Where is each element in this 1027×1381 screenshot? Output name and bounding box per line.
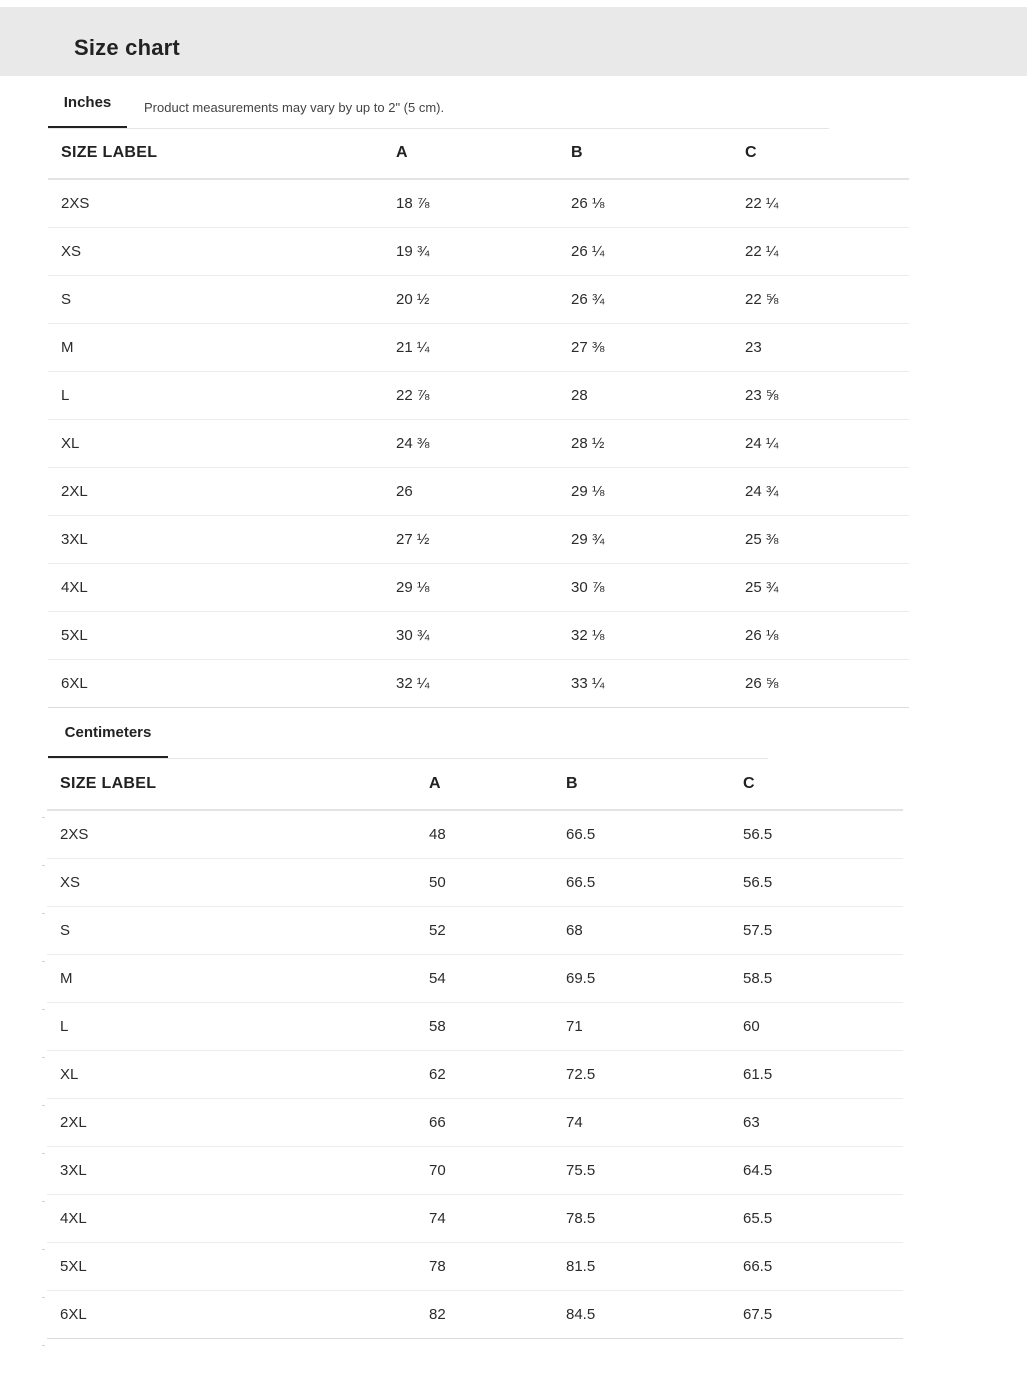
size-label-cell: S (48, 275, 383, 323)
measurement-cell: 23 (732, 323, 909, 371)
measurement-cell: 58 (416, 1002, 553, 1050)
measurement-cell: 22 ¼ (732, 179, 909, 227)
row-tick (42, 1201, 45, 1202)
size-label-cell: 4XL (48, 563, 383, 611)
row-tick (42, 1153, 45, 1154)
row-tick (42, 1297, 45, 1298)
measurement-cell: 19 ¾ (383, 227, 558, 275)
measurement-cell: 66.5 (553, 810, 730, 858)
measurement-cell: 28 ½ (558, 419, 732, 467)
measurement-cell: 26 ⅛ (558, 179, 732, 227)
measurement-cell: 66 (416, 1098, 553, 1146)
measurement-cell: 78 (416, 1242, 553, 1290)
table-row (48, 659, 909, 707)
row-tick (42, 1249, 45, 1250)
tab-inches[interactable]: Inches (48, 78, 127, 128)
measurement-cell: 24 ¾ (732, 467, 909, 515)
measurement-cell: 21 ¼ (383, 323, 558, 371)
measurement-cell: 67.5 (730, 1290, 903, 1338)
size-label-cell: 6XL (47, 1290, 416, 1338)
size-label-cell: 6XL (48, 659, 383, 707)
measurement-cell: 48 (416, 810, 553, 858)
measurement-cell: 24 ⅜ (383, 419, 558, 467)
column-header: B (558, 128, 732, 179)
size-label-cell: M (47, 954, 416, 1002)
measurement-cell: 72.5 (553, 1050, 730, 1098)
measurement-cell: 26 ⅝ (732, 659, 909, 707)
size-label-cell: M (48, 323, 383, 371)
tab-centimeters[interactable]: Centimeters (48, 708, 168, 758)
measurement-cell: 74 (553, 1098, 730, 1146)
table-row (48, 467, 909, 515)
size-label-cell: 5XL (47, 1242, 416, 1290)
size-label-cell: XS (48, 227, 383, 275)
measurement-cell: 54 (416, 954, 553, 1002)
table-row (48, 371, 909, 419)
inches-tabbar (48, 78, 829, 129)
measurement-cell: 50 (416, 858, 553, 906)
measurement-cell: 57.5 (730, 906, 903, 954)
measurement-cell: 27 ½ (383, 515, 558, 563)
table-row (47, 906, 903, 954)
measurement-cell: 74 (416, 1194, 553, 1242)
table-row (48, 563, 909, 611)
size-label-cell: XL (48, 419, 383, 467)
table-row (48, 419, 909, 467)
size-chart-header (0, 7, 1027, 76)
measurement-cell: 62 (416, 1050, 553, 1098)
row-tick (42, 1345, 45, 1346)
table-row (48, 275, 909, 323)
table-header-row (48, 128, 909, 179)
size-label-cell: L (47, 1002, 416, 1050)
size-label-cell: XL (47, 1050, 416, 1098)
table-row (48, 515, 909, 563)
table-row (48, 179, 909, 227)
measurement-cell: 82 (416, 1290, 553, 1338)
size-label-cell: S (47, 906, 416, 954)
column-header: C (730, 759, 903, 810)
table-row (47, 1002, 903, 1050)
table-row (48, 323, 909, 371)
row-tick (42, 961, 45, 962)
table-row (47, 1050, 903, 1098)
measurement-note: Product measurements may vary by up to 2" (5 cm). (144, 100, 445, 115)
measurement-cell: 27 ⅜ (558, 323, 732, 371)
measurement-cell: 23 ⅝ (732, 371, 909, 419)
measurement-cell: 75.5 (553, 1146, 730, 1194)
row-tick (42, 865, 45, 866)
measurement-cell: 29 ¾ (558, 515, 732, 563)
table-header-row (47, 759, 903, 810)
column-header: C (732, 128, 909, 179)
measurement-cell: 65.5 (730, 1194, 903, 1242)
measurement-cell: 71 (553, 1002, 730, 1050)
measurement-cell: 68 (553, 906, 730, 954)
measurement-cell: 64.5 (730, 1146, 903, 1194)
measurement-cell: 78.5 (553, 1194, 730, 1242)
measurement-cell: 18 ⅞ (383, 179, 558, 227)
size-label-cell: 4XL (47, 1194, 416, 1242)
measurement-cell: 60 (730, 1002, 903, 1050)
table-row (47, 954, 903, 1002)
measurement-cell: 30 ⅞ (558, 563, 732, 611)
measurement-cell: 66.5 (553, 858, 730, 906)
measurement-cell: 22 ⅝ (732, 275, 909, 323)
measurement-cell: 32 ⅛ (558, 611, 732, 659)
column-header: A (416, 759, 553, 810)
measurement-cell: 70 (416, 1146, 553, 1194)
measurement-cell: 32 ¼ (383, 659, 558, 707)
column-header: B (553, 759, 730, 810)
centimeters-size-table (47, 759, 903, 1339)
measurement-cell: 25 ⅜ (732, 515, 909, 563)
row-tick (42, 1009, 45, 1010)
measurement-cell: 33 ¼ (558, 659, 732, 707)
measurement-cell: 56.5 (730, 810, 903, 858)
size-label-cell: L (48, 371, 383, 419)
row-tick (42, 1105, 45, 1106)
measurement-cell: 69.5 (553, 954, 730, 1002)
measurement-cell: 25 ¾ (732, 563, 909, 611)
table-row (47, 1290, 903, 1338)
table-row (47, 1146, 903, 1194)
measurement-cell: 26 (383, 467, 558, 515)
size-label-cell: 2XS (47, 810, 416, 858)
column-header: SIZE LABEL (47, 759, 416, 810)
measurement-cell: 20 ½ (383, 275, 558, 323)
size-label-cell: 2XL (48, 467, 383, 515)
measurement-cell: 22 ¼ (732, 227, 909, 275)
table-row (47, 1098, 903, 1146)
measurement-cell: 26 ⅛ (732, 611, 909, 659)
measurement-cell: 56.5 (730, 858, 903, 906)
measurement-cell: 29 ⅛ (558, 467, 732, 515)
measurement-cell: 26 ¾ (558, 275, 732, 323)
measurement-cell: 29 ⅛ (383, 563, 558, 611)
table-row (47, 1242, 903, 1290)
measurement-cell: 28 (558, 371, 732, 419)
row-tick (42, 1057, 45, 1058)
column-header: SIZE LABEL (48, 128, 383, 179)
size-label-cell: XS (47, 858, 416, 906)
size-label-cell: 5XL (48, 611, 383, 659)
measurement-cell: 24 ¼ (732, 419, 909, 467)
measurement-cell: 30 ¾ (383, 611, 558, 659)
inches-size-table (48, 128, 909, 708)
size-label-cell: 2XL (47, 1098, 416, 1146)
measurement-cell: 22 ⅞ (383, 371, 558, 419)
column-header: A (383, 128, 558, 179)
measurement-cell: 61.5 (730, 1050, 903, 1098)
measurement-cell: 84.5 (553, 1290, 730, 1338)
table-row (47, 858, 903, 906)
row-tick (42, 817, 45, 818)
measurement-cell: 58.5 (730, 954, 903, 1002)
measurement-cell: 63 (730, 1098, 903, 1146)
measurement-cell: 52 (416, 906, 553, 954)
size-label-cell: 3XL (48, 515, 383, 563)
table-row (47, 810, 903, 858)
measurement-cell: 81.5 (553, 1242, 730, 1290)
table-row (47, 1194, 903, 1242)
table-row (48, 611, 909, 659)
row-tick (42, 913, 45, 914)
measurement-cell: 26 ¼ (558, 227, 732, 275)
page-title: Size chart (74, 35, 180, 60)
table-row (48, 227, 909, 275)
measurement-cell: 66.5 (730, 1242, 903, 1290)
size-label-cell: 3XL (47, 1146, 416, 1194)
size-label-cell: 2XS (48, 179, 383, 227)
centimeters-tabbar (48, 708, 768, 759)
